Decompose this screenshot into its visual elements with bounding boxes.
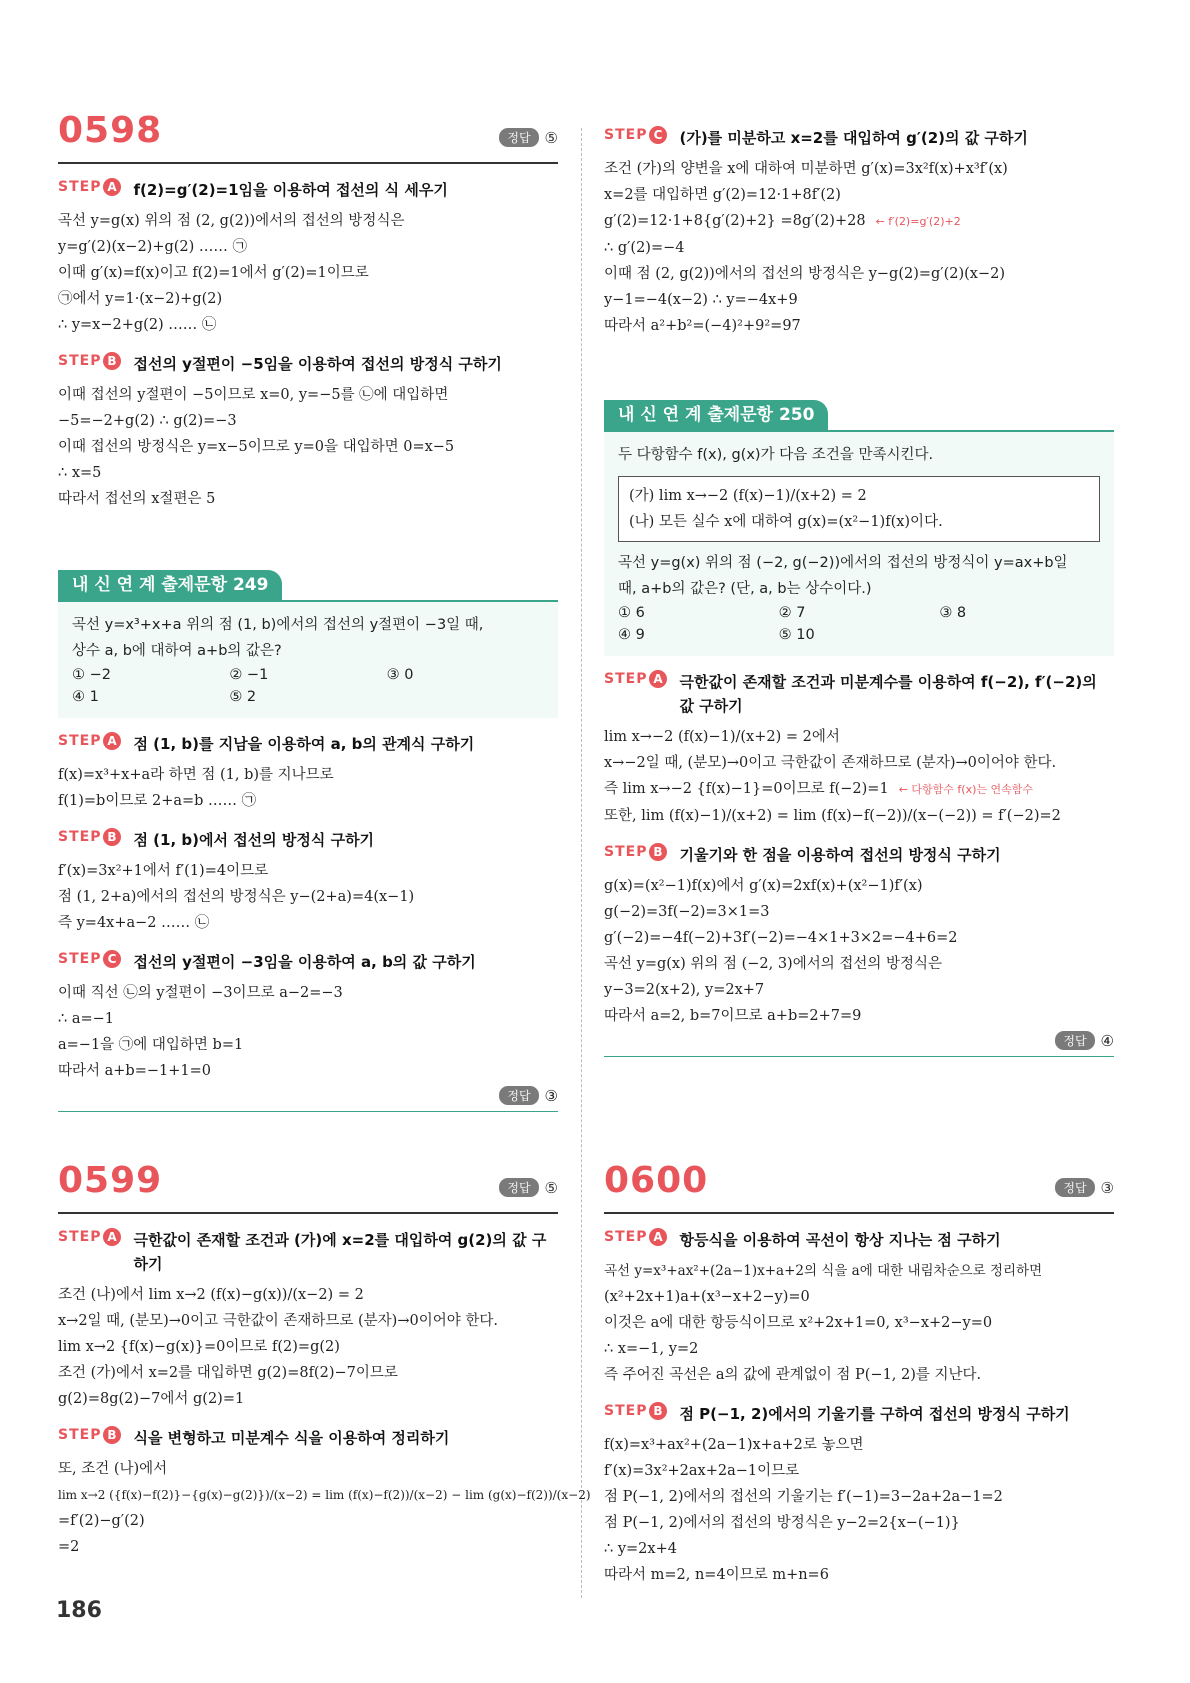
solution-line: 또한, lim (f(x)−1)/(x+2) = lim (f(x)−f(−2))/(x−(−2)) = f′(−2)=2 bbox=[604, 808, 1061, 824]
step-title: 항등식을 이용하여 곡선이 항상 지나는 점 구하기 bbox=[679, 1231, 1001, 1249]
problem-header bbox=[58, 1160, 558, 1214]
step-label: STEP B bbox=[58, 352, 121, 370]
answer-value: ④ bbox=[1100, 1031, 1114, 1050]
choice: ④ 9 bbox=[618, 627, 645, 643]
question-line: 곡선 y=x³+x+a 위의 점 (1, b)에서의 접선의 y절편이 −3일 때, bbox=[72, 617, 484, 633]
box-body bbox=[58, 602, 558, 718]
solution-line: 이것은 a에 대한 항등식이므로 x²+2x+1=0, x³−x+2−y=0 bbox=[604, 1315, 993, 1331]
solution-line: ∴ y=2x+4 bbox=[604, 1541, 677, 1557]
choices bbox=[72, 664, 544, 708]
step-label: STEP A bbox=[604, 1228, 667, 1246]
problem-0598 bbox=[58, 110, 558, 512]
step-label: STEP A bbox=[604, 670, 667, 688]
answer-value: ③ bbox=[544, 1086, 558, 1105]
step-title: 식을 변형하고 미분계수 식을 이용하여 정리하기 bbox=[133, 1429, 450, 1447]
step-title: f(2)=g′(2)=1임을 이용하여 접선의 식 세우기 bbox=[133, 181, 448, 199]
solution-line: 따라서 a+b=−1+1=0 bbox=[58, 1063, 211, 1079]
step-b bbox=[58, 352, 558, 376]
solution-line: g′(−2)=−4f(−2)+3f′(−2)=−4×1+3×2=−4+6=2 bbox=[604, 930, 958, 946]
box-header bbox=[58, 570, 558, 602]
solution-line: lim x→2 ({f(x)−f(2)}−{g(x)−g(2)})/(x−2) = lim (f(x)−f(2))/(x−2) − lim (g(x)−f(2))/(x−2) bbox=[58, 1488, 591, 1502]
step-label: STEP B bbox=[604, 1402, 667, 1420]
solution-line: 따라서 a=2, b=7이므로 a+b=2+7=9 bbox=[604, 1008, 862, 1024]
answer bbox=[1055, 1178, 1114, 1197]
solution-line: ㉠에서 y=1·(x−2)+g(2) bbox=[58, 291, 223, 307]
answer bbox=[499, 128, 558, 147]
solution-line: 따라서 a²+b²=(−4)²+9²=97 bbox=[604, 318, 801, 334]
solution-line: a=−1을 ㉠에 대입하면 b=1 bbox=[58, 1037, 244, 1053]
section-rule bbox=[604, 1056, 1114, 1057]
problem-number: 0600 bbox=[604, 1160, 709, 1201]
solution-line: x→−2일 때, (분모)→0이고 극한값이 존재하므로 (분자)→0이어야 한다. bbox=[604, 755, 1057, 771]
solution-line: y−3=2(x+2), y=2x+7 bbox=[604, 982, 765, 998]
problem-number: 0598 bbox=[58, 110, 163, 151]
solution-line: 조건 (가)에서 x=2를 대입하면 g(2)=8f(2)−7이므로 bbox=[58, 1365, 398, 1381]
solution-line: f(x)=x³+ax²+(2a−1)x+a+2로 놓으면 bbox=[604, 1437, 864, 1453]
step-a-body bbox=[58, 208, 558, 338]
step-title: 기울기와 한 점을 이용하여 접선의 방정식 구하기 bbox=[679, 846, 1001, 864]
solution-line: ∴ y=x−2+g(2) …… ㉡ bbox=[58, 317, 217, 333]
solution-line: 즉 y=4x+a−2 …… ㉡ bbox=[58, 915, 210, 931]
step-b bbox=[58, 1426, 558, 1450]
solution-line: 이때 점 (2, g(2))에서의 접선의 방정식은 y−g(2)=g′(2)(x−2) bbox=[604, 266, 1006, 282]
solution-line: 곡선 y=g(x) 위의 점 (−2, 3)에서의 접선의 방정식은 bbox=[604, 956, 943, 972]
step-b bbox=[58, 828, 558, 852]
step-label: STEP A bbox=[58, 732, 121, 750]
choice: ③ 8 bbox=[939, 605, 967, 621]
solution-line: g(−2)=3f(−2)=3×1=3 bbox=[604, 904, 770, 920]
step-a bbox=[58, 178, 558, 202]
page-number: 186 bbox=[56, 1598, 102, 1623]
solution-line: x=2를 대입하면 g′(2)=12·1+8f′(2) bbox=[604, 187, 841, 203]
choices bbox=[618, 602, 1100, 646]
solution-line: lim x→−2 (f(x)−1)/(x+2) = 2에서 bbox=[604, 729, 840, 745]
solution-line: 점 (1, 2+a)에서의 접선의 방정식은 y−(2+a)=4(x−1) bbox=[58, 889, 415, 905]
step-title: 점 (1, b)에서 접선의 방정식 구하기 bbox=[133, 831, 375, 849]
solution-line: =2 bbox=[58, 1539, 80, 1555]
choice: ① −2 bbox=[72, 667, 111, 683]
step-title: (가)를 미분하고 x=2를 대입하여 g′(2)의 값 구하기 bbox=[679, 129, 1028, 147]
solution-line: 곡선 y=x³+ax²+(2a−1)x+a+2의 식을 a에 대한 내림차순으로 정리하면 bbox=[604, 1263, 1043, 1279]
step-b bbox=[604, 843, 1114, 867]
box-title: 내 신 연 계 출제문항 250 bbox=[604, 400, 828, 430]
step-label: STEP B bbox=[604, 843, 667, 861]
answer-badge: 정답 bbox=[1055, 1178, 1094, 1197]
solution-line: ∴ x=−1, y=2 bbox=[604, 1341, 699, 1357]
related-problem-250 bbox=[604, 400, 1114, 1057]
question-line: 상수 a, b에 대하여 a+b의 값은? bbox=[72, 643, 282, 659]
solution-line: lim x→2 {f(x)−g(x)}=0이므로 f(2)=g(2) bbox=[58, 1339, 340, 1355]
step-title: 접선의 y절편이 −3임을 이용하여 a, b의 값 구하기 bbox=[133, 953, 476, 971]
solution-line: f(x)=x³+x+a라 하면 점 (1, b)를 지나므로 bbox=[58, 767, 334, 783]
answer-value: ⑤ bbox=[544, 1178, 558, 1197]
step-title: 점 P(−1, 2)에서의 기울기를 구하여 접선의 방정식 구하기 bbox=[679, 1405, 1070, 1423]
problem-header bbox=[604, 1160, 1114, 1214]
solution-line: 조건 (나)에서 lim x→2 (f(x)−g(x))/(x−2) = 2 bbox=[58, 1287, 364, 1303]
answer-badge: 정답 bbox=[499, 128, 538, 147]
choice: ② 7 bbox=[778, 605, 806, 621]
box-body bbox=[604, 432, 1114, 656]
step-title: 접선의 y절편이 −5임을 이용하여 접선의 방정식 구하기 bbox=[133, 355, 502, 373]
answer bbox=[604, 1031, 1114, 1050]
related-problem-249 bbox=[58, 570, 558, 1112]
solution-line: 따라서 m=2, n=4이므로 m+n=6 bbox=[604, 1567, 829, 1583]
solution-line: ∴ g′(2)=−4 bbox=[604, 240, 685, 256]
step-a bbox=[58, 732, 558, 756]
choice: ③ 0 bbox=[386, 667, 414, 683]
solution-line: ∴ a=−1 bbox=[58, 1011, 115, 1027]
condition: (나) 모든 실수 x에 대하여 g(x)=(x²−1)f(x)이다. bbox=[629, 514, 943, 530]
answer-value: ⑤ bbox=[544, 128, 558, 147]
problem-0600 bbox=[604, 1160, 1114, 1588]
solution-line: f′(x)=3x²+1에서 f′(1)=4이므로 bbox=[58, 863, 269, 879]
solution-line: 조건 (가)의 양변을 x에 대하여 미분하면 g′(x)=3x²f(x)+x³f′(x) bbox=[604, 161, 1008, 177]
choice: ① 6 bbox=[618, 605, 645, 621]
step-title: 점 (1, b)를 지남을 이용하여 a, b의 관계식 구하기 bbox=[133, 735, 475, 753]
problem-0598-continued bbox=[604, 118, 1114, 339]
answer-value: ③ bbox=[1100, 1178, 1114, 1197]
answer-badge: 정답 bbox=[499, 1178, 538, 1197]
box-header bbox=[604, 400, 1114, 432]
side-note: ← f′(2)=g′(2)+2 bbox=[875, 215, 961, 228]
step-label: STEP B bbox=[58, 828, 121, 846]
solution-line: ∴ x=5 bbox=[58, 465, 102, 481]
solution-line: −5=−2+g(2) ∴ g(2)=−3 bbox=[58, 413, 237, 429]
condition: (가) lim x→−2 (f(x)−1)/(x+2) = 2 bbox=[629, 488, 867, 504]
solution-line: g(x)=(x²−1)f(x)에서 g′(x)=2xf(x)+(x²−1)f′(x) bbox=[604, 878, 923, 894]
step-label: STEP C bbox=[604, 126, 667, 144]
choice: ⑤ 2 bbox=[229, 689, 257, 705]
answer-badge: 정답 bbox=[1055, 1031, 1094, 1050]
solution-line: 이때 g′(x)=f(x)이고 f(2)=1에서 g′(2)=1이므로 bbox=[58, 265, 369, 281]
step-c bbox=[604, 126, 1114, 150]
solution-line: f′(x)=3x²+2ax+2a−1이므로 bbox=[604, 1463, 800, 1479]
solution-line: (x²+2x+1)a+(x³−x+2−y)=0 bbox=[604, 1289, 810, 1305]
question-line: 곡선 y=g(x) 위의 점 (−2, g(−2))에서의 접선의 방정식이 y=ax+b일 bbox=[618, 555, 1068, 571]
solution-line: g(2)=8g(2)−7에서 g(2)=1 bbox=[58, 1391, 245, 1407]
solution-line: 이때 직선 ㉡의 y절편이 −3이므로 a−2=−3 bbox=[58, 985, 343, 1001]
step-a bbox=[604, 670, 1114, 718]
solution-line: y=g′(2)(x−2)+g(2) …… ㉠ bbox=[58, 239, 248, 255]
condition-box bbox=[618, 476, 1100, 542]
column-divider bbox=[581, 128, 583, 1598]
solution-line: 즉 lim x→−2 {f(x)−1}=0이므로 f(−2)=1 ← 다항함수 f(x)는 연속함수 bbox=[604, 781, 1033, 797]
solution-line: 이때 접선의 방정식은 y=x−5이므로 y=0을 대입하면 0=x−5 bbox=[58, 439, 455, 455]
step-c bbox=[58, 950, 558, 974]
problem-header bbox=[58, 110, 558, 164]
step-title: 극한값이 존재할 조건과 (가)에 x=2를 대입하여 g(2)의 값 구하기 bbox=[133, 1231, 547, 1273]
step-title: 극한값이 존재할 조건과 미분계수를 이용하여 f(−2), f′(−2)의 값 구하기 bbox=[679, 673, 1097, 715]
solution-line: 따라서 접선의 x절편은 5 bbox=[58, 491, 216, 507]
step-a bbox=[58, 1228, 558, 1276]
solution-line: 점 P(−1, 2)에서의 접선의 방정식은 y−2=2{x−(−1)} bbox=[604, 1515, 960, 1531]
problem-number: 0599 bbox=[58, 1160, 163, 1201]
step-label: STEP C bbox=[58, 950, 121, 968]
solution-line: y−1=−4(x−2) ∴ y=−4x+9 bbox=[604, 292, 798, 308]
box-title: 내 신 연 계 출제문항 249 bbox=[58, 570, 282, 600]
solution-line: g′(2)=12·1+8{g′(2)+2} =8g′(2)+28 ← f′(2)=g′(2)+2 bbox=[604, 213, 961, 229]
step-label: STEP A bbox=[58, 178, 121, 196]
answer bbox=[499, 1178, 558, 1197]
solution-line: f(1)=b이므로 2+a=b …… ㉠ bbox=[58, 793, 257, 809]
problem-0599 bbox=[58, 1160, 591, 1560]
solution-line: 또, 조건 (나)에서 bbox=[58, 1461, 168, 1477]
question-line: 두 다항함수 f(x), g(x)가 다음 조건을 만족시킨다. bbox=[618, 447, 934, 463]
question-line: 때, a+b의 값은? (단, a, b는 상수이다.) bbox=[618, 581, 872, 597]
solution-line: 점 P(−1, 2)에서의 접선의 기울기는 f′(−1)=3−2a+2a−1=2 bbox=[604, 1489, 1003, 1505]
choice: ⑤ 10 bbox=[778, 627, 815, 643]
answer-badge: 정답 bbox=[499, 1086, 538, 1105]
step-label: STEP A bbox=[58, 1228, 121, 1246]
side-note: ← 다항함수 f(x)는 연속함수 bbox=[898, 783, 1033, 796]
choice: ④ 1 bbox=[72, 689, 99, 705]
solution-line: =f′(2)−g′(2) bbox=[58, 1513, 145, 1529]
solution-line: 즉 주어진 곡선은 a의 값에 관계없이 점 P(−1, 2)를 지난다. bbox=[604, 1367, 982, 1383]
step-b bbox=[604, 1402, 1114, 1426]
step-label: STEP B bbox=[58, 1426, 121, 1444]
choice: ② −1 bbox=[229, 667, 269, 683]
section-rule bbox=[58, 1111, 558, 1112]
solution-line: x→2일 때, (분모)→0이고 극한값이 존재하므로 (분자)→0이어야 한다. bbox=[58, 1313, 498, 1329]
step-a bbox=[604, 1228, 1114, 1252]
solution-line: 이때 접선의 y절편이 −5이므로 x=0, y=−5를 ㉡에 대입하면 bbox=[58, 387, 449, 403]
answer bbox=[58, 1086, 558, 1105]
solution-line: 곡선 y=g(x) 위의 점 (2, g(2))에서의 접선의 방정식은 bbox=[58, 213, 405, 229]
step-b-body bbox=[58, 382, 558, 512]
